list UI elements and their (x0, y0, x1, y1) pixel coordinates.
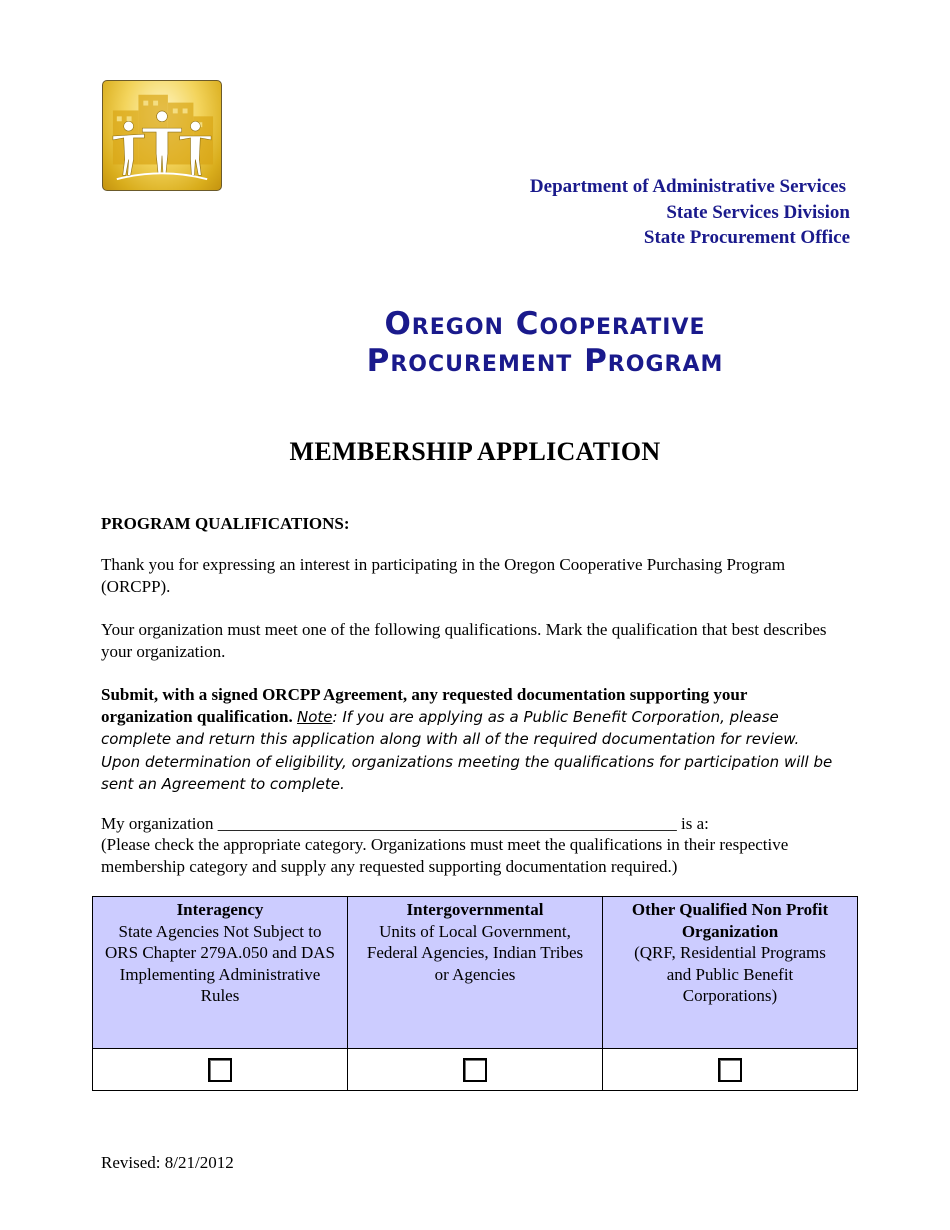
office-name: State Procurement Office (643, 227, 850, 248)
intro-paragraph: Thank you for expressing an interest in participating in the Oregon Cooperative Purchasing Program (ORCPP). (101, 555, 786, 596)
intergovernmental-checkbox[interactable] (463, 1058, 487, 1082)
organization-suffix: is a: (681, 814, 709, 833)
membership-category-table (92, 896, 858, 1091)
interagency-checkbox-cell (93, 1049, 348, 1091)
note-text: : If you are applying as a Public Benefit Corporation, please complete and return this application along with all of the required documentation for review. Upon determination of eligibility, organizations meeting the qualifications for participation will be sent an Agreement to complete. (101, 707, 833, 793)
department-name: Department of Administrative Services (529, 176, 846, 197)
category-intergovernmental (348, 897, 603, 1049)
program-title (250, 306, 840, 380)
category-description: (QRF, Residential Programs and Public Benefit Corporations) (634, 943, 826, 1005)
organization-prefix: My organization (101, 814, 214, 833)
nonprofit-checkbox[interactable] (718, 1058, 742, 1082)
category-title: Intergovernmental (406, 900, 544, 919)
note-label: Note (296, 707, 333, 726)
interagency-checkbox[interactable] (208, 1058, 232, 1082)
oregon-cooperative-logo-icon (102, 80, 222, 191)
program-title-line-1: Oregon Cooperative (384, 306, 706, 342)
instruction-paragraph: Your organization must meet one of the following qualifications. Mark the qualification that best describes your organization. (101, 620, 827, 661)
division-name: State Services Division (666, 201, 850, 223)
category-title: Interagency (176, 900, 264, 919)
category-nonprofit (603, 897, 858, 1049)
qualifications-heading: PROGRAM QUALIFICATIONS: (101, 514, 350, 533)
category-title: Other Qualified Non Profit Organization (631, 900, 829, 941)
submit-instruction: Submit, with a signed ORCPP Agreement, any requested documentation supporting your organization qualification. (101, 685, 748, 726)
page-title: MEMBERSHIP APPLICATION (289, 437, 661, 466)
program-title-line-2: Procurement Program (366, 343, 724, 379)
organization-line (101, 813, 841, 835)
submit-paragraph (101, 684, 841, 796)
category-description: Units of Local Government, Federal Agencies, Indian Tribes or Agencies (366, 921, 584, 984)
intergovernmental-checkbox-cell (348, 1049, 603, 1091)
category-interagency (93, 897, 348, 1049)
revised-date: Revised: 8/21/2012 (101, 1153, 234, 1172)
nonprofit-checkbox-cell (603, 1049, 858, 1091)
organization-name-field[interactable]: ______________________________________________________ (217, 814, 677, 833)
category-description: State Agencies Not Subject to ORS Chapter 279A.050 and DAS Implementing Administrative Rules (105, 921, 335, 1005)
department-header (530, 174, 850, 251)
category-instructions: (Please check the appropriate category. Organizations must meet the qualifications in their respective membership category and supply any requested supporting documentation required.) (101, 835, 789, 876)
